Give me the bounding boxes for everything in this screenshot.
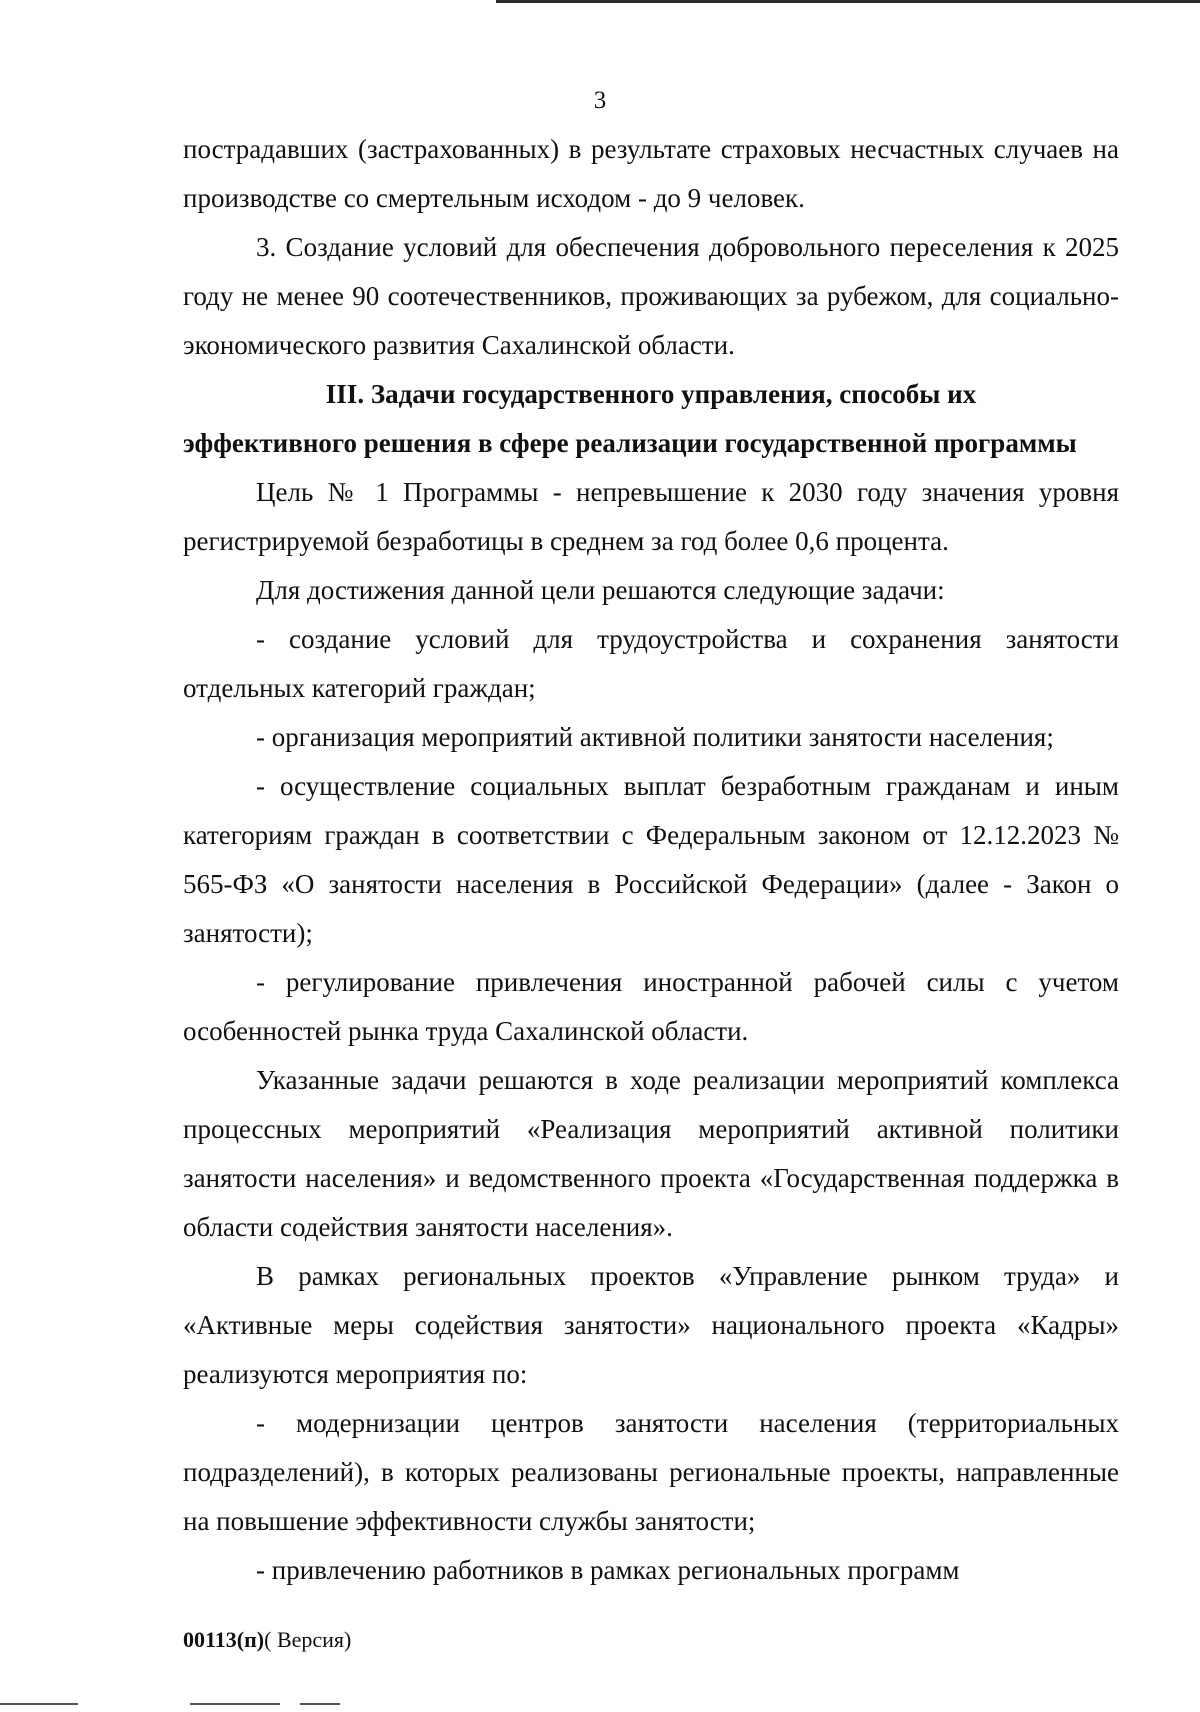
document-body <box>183 125 1119 1595</box>
paragraph-regional-projects: В рамках региональных проектов «Управление рынком труда» и «Активные меры содействия занятости» национального проекта «Кадры» реализуются мероприятия по: <box>183 1261 1119 1389</box>
document-version: ( Версия) <box>264 1627 352 1652</box>
paragraph-goal-1: Цель № 1 Программы - непревышение к 2030 году значения уровня регистрируемой безработицы в среднем за год более 0,6 процента. <box>183 477 1119 556</box>
bottom-scan-marks <box>0 1703 1200 1706</box>
list-item-task-active-policy: - организация мероприятий активной политики занятости населения; <box>256 722 1054 752</box>
list-item-task-social-payments: - осуществление социальных выплат безработным гражданам и иным категориям граждан в соответствии с Федеральным законом от 12.12.2023 № 565-ФЗ «О занятости населения в Российской Федерации» (далее - Закон о занятости); <box>183 771 1119 948</box>
top-border-line <box>496 0 1200 3</box>
paragraph-tasks-intro: Для достижения данной цели решаются следующие задачи: <box>256 575 945 605</box>
paragraph-continuation: пострадавших (застрахованных) в результате страховых несчастных случаев на производстве со смертельным исходом - до 9 человек. <box>183 134 1119 213</box>
section-heading-line-2: эффективного решения в сфере реализации государственной программы <box>183 428 1077 458</box>
paragraph-tasks-solved: Указанные задачи решаются в ходе реализации мероприятий комплекса процессных мероприятий «Реализация мероприятий активной политики занятости населения» и ведомственного проекта «Государственная поддержка в области содействия занятости населения». <box>183 1065 1119 1242</box>
section-heading-line-1: III. Задачи государственного управления, способы их <box>325 379 977 409</box>
list-item-attracting-workers: - привлечению работников в рамках региональных программ <box>256 1555 960 1585</box>
document-footer <box>183 1626 351 1654</box>
page-number: 3 <box>593 87 607 114</box>
list-item-task-foreign-labor: - регулирование привлечения иностранной рабочей силы с учетом особенностей рынка труда Сахалинской области. <box>183 967 1119 1046</box>
list-item-modernization: - модернизации центров занятости населения (территориальных подразделений), в которых реализованы региональные проекты, направленные на повышение эффективности службы занятости; <box>183 1408 1119 1536</box>
list-item-task-employment: - создание условий для трудоустройства и сохранения занятости отдельных категорий граждан; <box>183 624 1119 703</box>
paragraph-goal-3: 3. Создание условий для обеспечения добровольного переселения к 2025 году не менее 90 соотечественников, проживающих за рубежом, для социально-экономического развития Сахалинской области. <box>183 232 1119 360</box>
document-code: 00113(п) <box>183 1627 265 1652</box>
